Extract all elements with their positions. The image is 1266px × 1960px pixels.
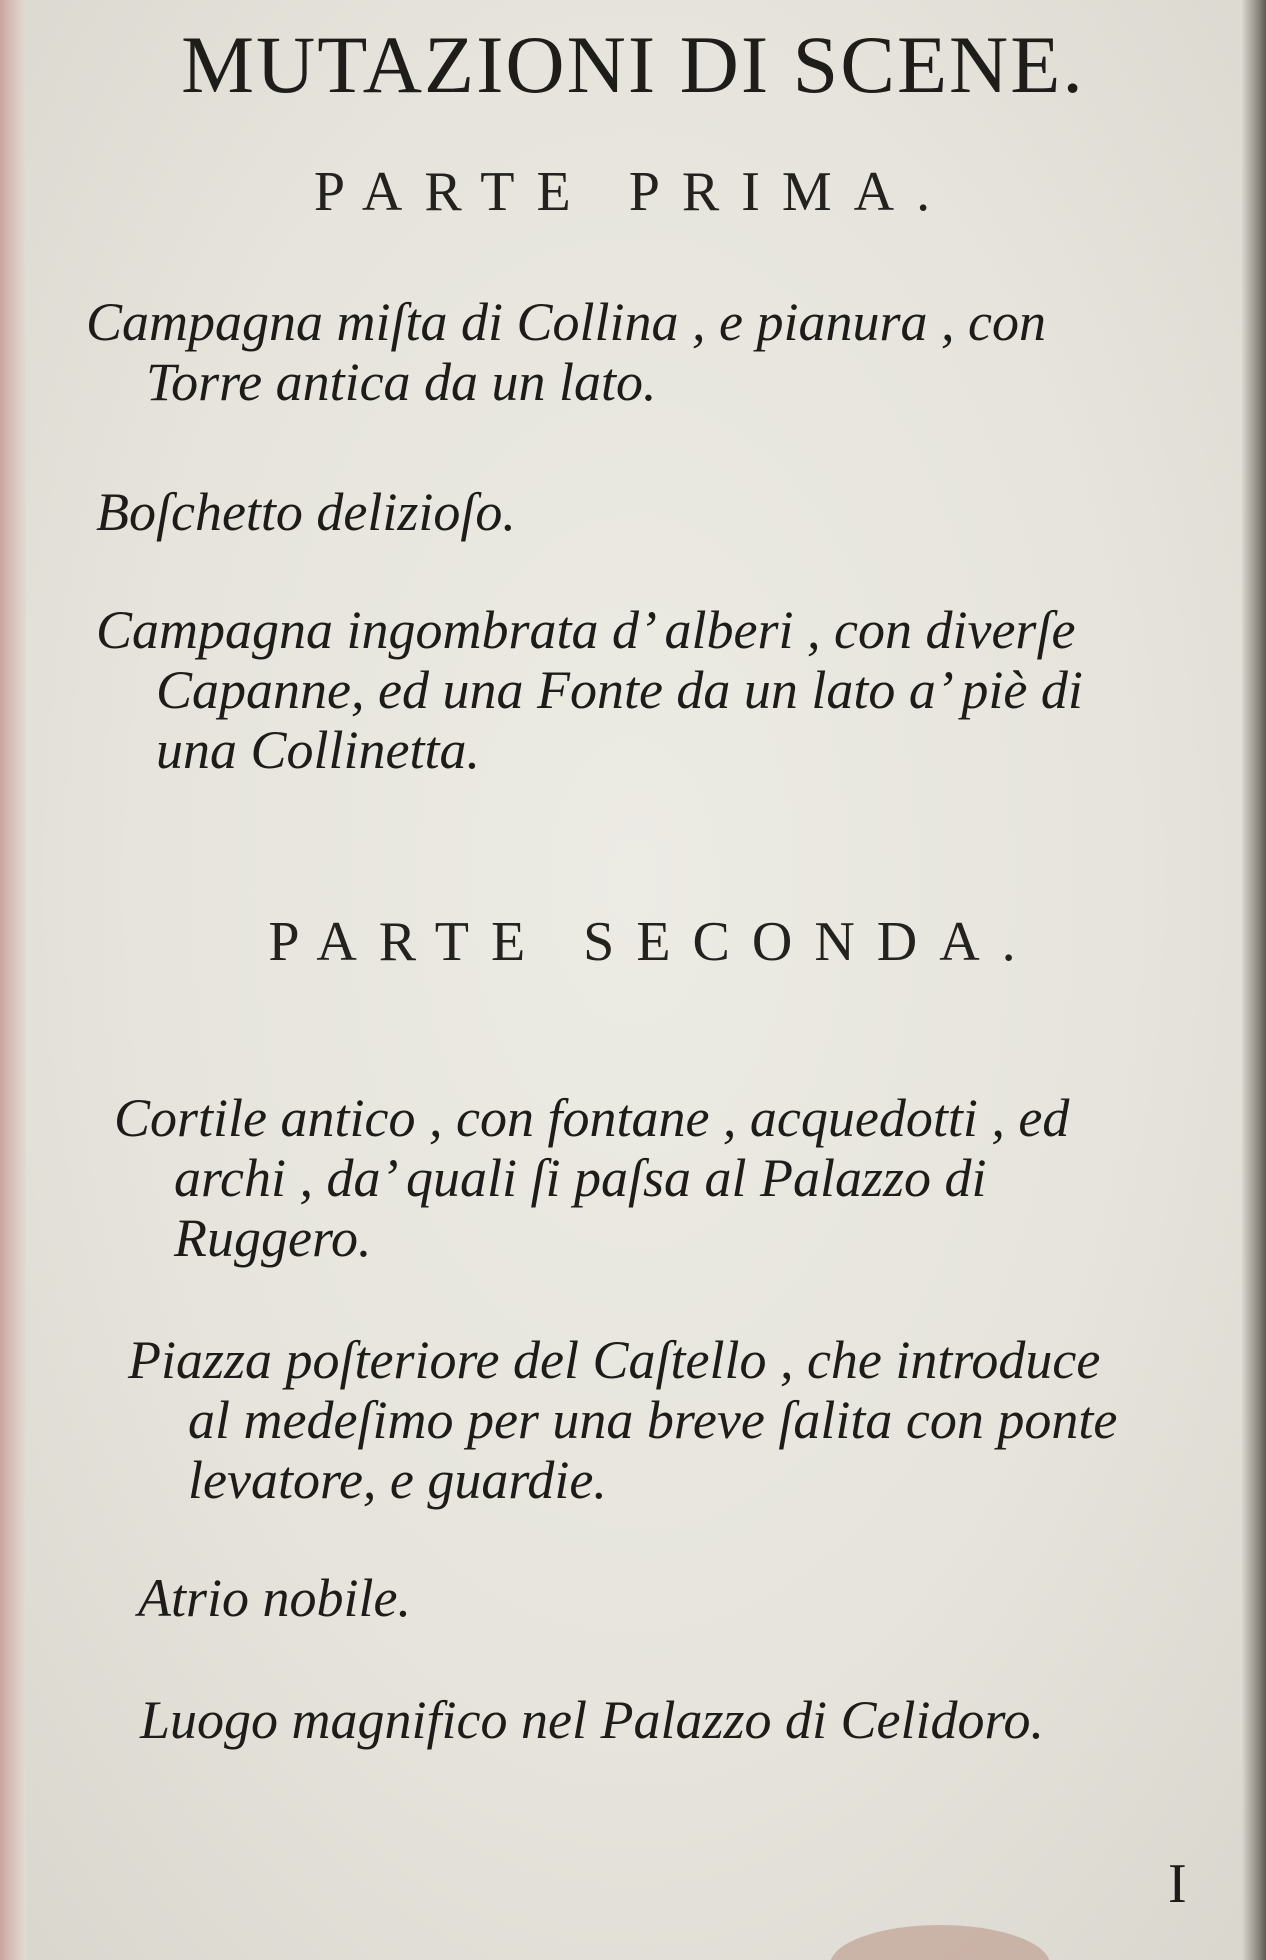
scene-line: Capanne, ed una Fonte da un lato a’ piè di bbox=[156, 660, 1083, 720]
scene-line: Luogo magnifico nel Palazzo di Celidoro. bbox=[140, 1690, 1044, 1750]
scene-line: Piazza poſteriore del Caſtello , che introduce bbox=[128, 1330, 1101, 1390]
scene-entry bbox=[86, 292, 1206, 412]
scene-line: Campagna ingombrata d’ alberi , con diverſe bbox=[96, 600, 1076, 660]
scene-entry bbox=[140, 1690, 1220, 1750]
page-number: I bbox=[1168, 1853, 1187, 1915]
scene-entry bbox=[114, 1088, 1214, 1268]
scene-line: Torre antica da un lato. bbox=[146, 352, 657, 412]
scene-line: archi , da’ quali ſi paſsa al Palazzo di bbox=[174, 1148, 987, 1208]
scene-entry bbox=[128, 1330, 1228, 1510]
scene-line: al medeſimo per una breve ſalita con ponte bbox=[188, 1390, 1118, 1450]
part-two-heading: PARTE SECONDA. bbox=[268, 911, 1038, 973]
page-gutter-edge bbox=[0, 0, 26, 1960]
scene-line: Ruggero. bbox=[174, 1208, 372, 1268]
scene-line: Campagna miſta di Collina , e pianura , con bbox=[86, 292, 1047, 352]
scene-line: una Collinetta. bbox=[156, 720, 480, 780]
part-one-heading: PARTE PRIMA. bbox=[313, 161, 953, 223]
scene-line: Cortile antico , con fontane , acquedotti , ed bbox=[114, 1088, 1070, 1148]
scene-line: levatore, e guardie. bbox=[188, 1450, 607, 1510]
page-right-edge bbox=[1242, 0, 1266, 1960]
thumb-shadow bbox=[830, 1925, 1050, 1960]
scene-entry bbox=[96, 600, 1206, 780]
scene-line: Atrio nobile. bbox=[138, 1568, 411, 1628]
page-title: MUTAZIONI DI SCENE. bbox=[181, 19, 1085, 110]
scene-entry bbox=[96, 482, 1196, 542]
scene-entry bbox=[138, 1568, 1218, 1628]
scene-line: Boſchetto delizioſo. bbox=[96, 482, 516, 542]
